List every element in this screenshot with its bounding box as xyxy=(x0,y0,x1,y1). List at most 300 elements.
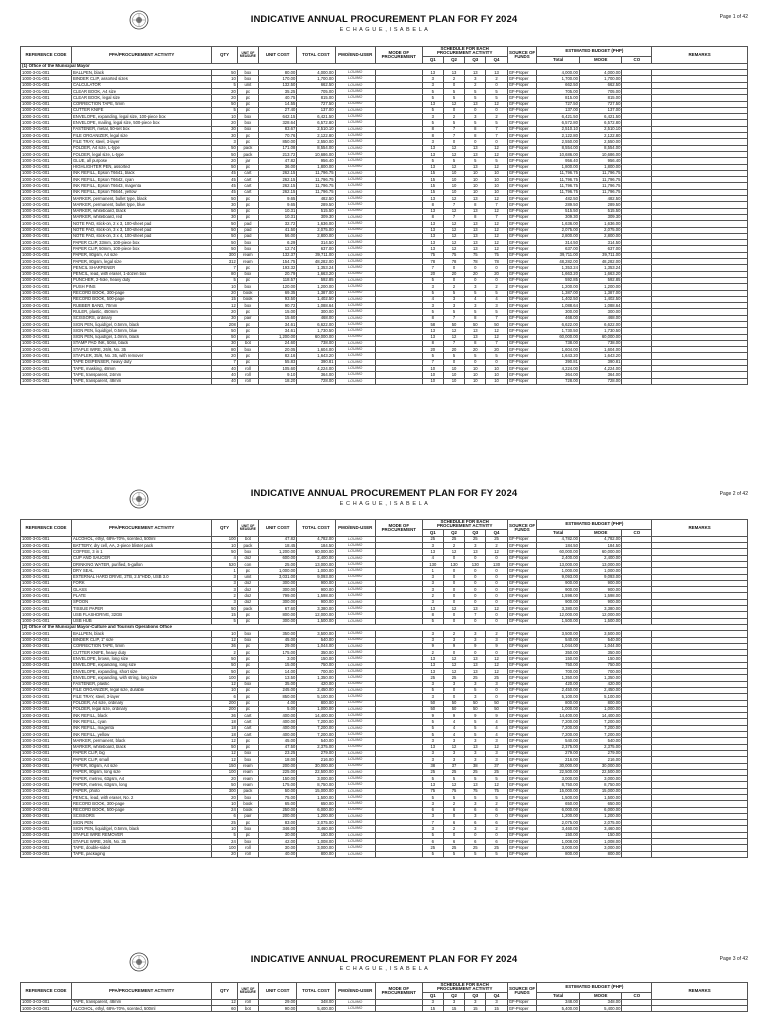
cell-total: 900.00 xyxy=(537,587,580,593)
cell-mooe: 10,686.00 xyxy=(579,151,622,157)
cell-qty: 150 xyxy=(212,763,238,769)
cell-total: 216.00 xyxy=(537,757,580,763)
cell-ref-code: 1000-3-03-001 xyxy=(21,813,72,819)
cell-qty: 3 xyxy=(212,139,238,145)
cell-unit-cost: 25.00 xyxy=(259,562,297,568)
cell-q3: 9 xyxy=(465,643,486,649)
cell-q4: 6 xyxy=(486,820,507,826)
cell-q1: 13 xyxy=(422,101,443,107)
cell-q1: 3 xyxy=(422,574,443,580)
cell-q3: 10 xyxy=(465,177,486,183)
cell-q1: 13 xyxy=(422,334,443,340)
cell-mooe: 1,800.00 xyxy=(579,164,622,170)
cell-pmo: LOU/MO xyxy=(335,839,375,845)
cell-q1: 3 xyxy=(422,580,443,586)
cell-q4: 12 xyxy=(486,549,507,555)
cell-mooe: 540.00 xyxy=(579,738,622,744)
cell-ref-code: 1000-3-01-001 xyxy=(21,265,72,271)
cell-pmo: LOU/MO xyxy=(335,757,375,763)
cell-q2: 5 xyxy=(443,353,464,359)
cell-q1: 8 xyxy=(422,202,443,208)
cell-q3: 13 xyxy=(465,151,486,157)
cell-qty: 12 xyxy=(212,303,238,309)
cell-q2: 3 xyxy=(443,637,464,643)
cell-q3: 13 xyxy=(465,782,486,788)
col-source: SOURCE OF FUNDS xyxy=(507,983,537,1000)
cell-mooe: 1,730.50 xyxy=(579,328,622,334)
cell-unit-cost: 40.00 xyxy=(259,851,297,857)
cell-mooe: 662.50 xyxy=(579,82,622,88)
cell-uom: box xyxy=(237,246,258,252)
cell-activity: TISSUE PAPER xyxy=(72,606,212,612)
cell-total: 4,224.00 xyxy=(537,366,580,372)
cell-pmo: LOU/MO xyxy=(335,139,375,145)
cell-pmo: LOU/MO xyxy=(335,208,375,214)
cell-source: GF-Proper xyxy=(507,76,537,82)
cell-ref-code: 1000-3-01-001 xyxy=(21,126,72,132)
cell-mooe: 650.00 xyxy=(579,801,622,807)
cell-source: GF-Proper xyxy=(507,340,537,346)
cell-source: GF-Proper xyxy=(507,315,537,321)
cell-q4: 75 xyxy=(486,252,507,258)
col-q4: Q4 xyxy=(486,56,507,63)
cell-mooe: 5,400.00 xyxy=(579,1006,622,1012)
cell-ref-code: 1000-3-01-001 xyxy=(21,214,72,220)
cell-total-cost: 184.50 xyxy=(297,543,335,549)
cell-q3: 0 xyxy=(465,593,486,599)
cell-ref-code: 1000-3-03-001 xyxy=(21,681,72,687)
cell-total-cost: 540.00 xyxy=(297,637,335,643)
cell-pmo: LOU/MO xyxy=(335,328,375,334)
cell-qty: 50 xyxy=(212,196,238,202)
cell-q4: 12 xyxy=(486,334,507,340)
cell-mooe: 11,796.75 xyxy=(579,170,622,176)
cell-q1: 3 xyxy=(422,543,443,549)
cell-uom: pc xyxy=(237,650,258,656)
cell-q4: 2 xyxy=(486,631,507,637)
cell-unit-cost: 10.31 xyxy=(259,214,297,220)
cell-q4: 12 xyxy=(486,606,507,612)
procurement-table xyxy=(20,519,748,858)
cell-total-cost: 7,200.00 xyxy=(297,725,335,731)
cell-uom: box xyxy=(237,750,258,756)
cell-q2: 7 xyxy=(443,126,464,132)
cell-unit-cost: 15.60 xyxy=(259,315,297,321)
col-ref-code: REFERENCE CODE xyxy=(21,47,72,64)
cell-total: 800.00 xyxy=(537,851,580,857)
cell-total: 1,500.00 xyxy=(537,794,580,800)
cell-mooe: 1,353.24 xyxy=(579,265,622,271)
cell-total: 10,686.00 xyxy=(537,151,580,157)
cell-q1: 20 xyxy=(422,271,443,277)
cell-uom: unit xyxy=(237,82,258,88)
cell-uom: pc xyxy=(237,101,258,107)
cell-activity: MARKER, permanent, bullet type, blue xyxy=(72,202,212,208)
cell-ref-code: 1000-3-01-001 xyxy=(21,76,72,82)
cell-ref-code: 1000-3-01-001 xyxy=(21,593,72,599)
cell-q3: 5 xyxy=(465,158,486,164)
cell-uom: pc xyxy=(237,107,258,113)
cell-ref-code: 1000-3-01-001 xyxy=(21,543,72,549)
cell-mooe: 3,000.00 xyxy=(579,845,622,851)
col-q1: Q1 xyxy=(422,529,443,536)
cell-q1: 50 xyxy=(422,706,443,712)
cell-q2: 75 xyxy=(443,252,464,258)
page-subtitle: E C H A G U E , I S A B E L A xyxy=(339,27,429,33)
cell-pmo: LOU/MO xyxy=(335,782,375,788)
cell-qty: 5 xyxy=(212,82,238,88)
cell-source: GF-Proper xyxy=(507,839,537,845)
cell-pmo: LOU/MO xyxy=(335,744,375,750)
cell-mooe: 900.00 xyxy=(579,599,622,605)
col-ref-code: REFERENCE CODE xyxy=(21,520,72,537)
cell-total: 48,282.00 xyxy=(537,259,580,265)
cell-source: GF-Proper xyxy=(507,265,537,271)
cell-q3: 20 xyxy=(465,347,486,353)
cell-total: 1,800.00 xyxy=(537,164,580,170)
cell-ref-code: 1000-3-03-001 xyxy=(21,637,72,643)
cell-q4: 12 xyxy=(486,164,507,170)
cell-source: GF-Proper xyxy=(507,549,537,555)
cell-activity: GLUE, all purpose xyxy=(72,158,212,164)
procurement-table xyxy=(20,982,748,1012)
cell-q1: 15 xyxy=(422,177,443,183)
cell-total-cost: 60,000.00 xyxy=(297,334,335,340)
cell-total-cost: 515.50 xyxy=(297,208,335,214)
cell-q2: 3 xyxy=(443,757,464,763)
cell-source: GF-Proper xyxy=(507,366,537,372)
cell-q2: 12 xyxy=(443,164,464,170)
cell-qty: 18 xyxy=(212,725,238,731)
cell-pmo: LOU/MO xyxy=(335,170,375,176)
cell-total-cost: 700.00 xyxy=(297,669,335,675)
cell-q2: 130 xyxy=(443,562,464,568)
cell-activity: RECORD BOOK, 500-page xyxy=(72,296,212,302)
cell-mooe: 482.50 xyxy=(579,196,622,202)
cell-q1: 3 xyxy=(422,813,443,819)
cell-qty: 40 xyxy=(212,372,238,378)
cell-total: 1,350.00 xyxy=(537,675,580,681)
cell-q3: 78 xyxy=(465,259,486,265)
cell-unit-cost: 132.50 xyxy=(259,82,297,88)
cell-activity: PAPER, 80gsm, A4 size xyxy=(72,763,212,769)
cell-unit-cost: 132.37 xyxy=(259,252,297,258)
cell-source: GF-Proper xyxy=(507,145,537,151)
cell-q3: 10 xyxy=(465,366,486,372)
cell-uom: unit xyxy=(237,574,258,580)
cell-total: 956.40 xyxy=(537,158,580,164)
cell-q1: 10 xyxy=(422,366,443,372)
cell-q1: 5 xyxy=(422,120,443,126)
cell-q1: 3 xyxy=(422,139,443,145)
cell-total-cost: 3,000.00 xyxy=(297,776,335,782)
cell-ref-code: 1000-3-01-001 xyxy=(21,95,72,101)
cell-q3: 8 xyxy=(465,202,486,208)
cell-activity: ENVELOPE, mailing, legal size, 500-piece box xyxy=(72,120,212,126)
cell-q4: 5 xyxy=(486,95,507,101)
cell-uom: pc xyxy=(237,359,258,365)
cell-unit-cost: 14.55 xyxy=(259,101,297,107)
cell-activity: HIGHLIGHTER PEN, assorted xyxy=(72,164,212,170)
cell-q3: 3 xyxy=(465,637,486,643)
cell-mooe: 1,088.64 xyxy=(579,303,622,309)
cell-unit-cost: 29.00 xyxy=(259,643,297,649)
cell-qty: 100 xyxy=(212,675,238,681)
cell-co xyxy=(622,1006,652,1012)
cell-ref-code: 1000-3-03-001 xyxy=(21,820,72,826)
cell-q1: 3 xyxy=(422,999,443,1005)
cell-q1: 5 xyxy=(422,290,443,296)
cell-q2: 0 xyxy=(443,359,464,365)
cell-mooe: 300.00 xyxy=(579,309,622,315)
cell-q2: 12 xyxy=(443,656,464,662)
cell-q4: 12 xyxy=(486,208,507,214)
cell-q4: 10 xyxy=(486,372,507,378)
cell-pmo: LOU/MO xyxy=(335,284,375,290)
cell-uom: pc xyxy=(237,309,258,315)
cell-qty: 10 xyxy=(212,543,238,549)
cell-pmo: LOU/MO xyxy=(335,662,375,668)
cell-total-cost: 39,711.00 xyxy=(297,252,335,258)
cell-q1: 5 xyxy=(422,832,443,838)
cell-q3: 10 xyxy=(465,183,486,189)
cell-source: GF-Proper xyxy=(507,637,537,643)
cell-total: 4,782.00 xyxy=(537,536,580,542)
cell-activity: PAPER, 80gsm, long size xyxy=(72,769,212,775)
cell-q4: 2 xyxy=(486,543,507,549)
col-unit-cost: UNIT COST xyxy=(259,983,297,1000)
cell-total: 1,643.20 xyxy=(537,353,580,359)
cell-activity: MARKER, whiteboard, black xyxy=(72,744,212,750)
cell-q3: 13 xyxy=(465,240,486,246)
cell-unit-cost: 15.00 xyxy=(259,662,297,668)
cell-q2: 12 xyxy=(443,662,464,668)
cell-mooe: 14,400.00 xyxy=(579,713,622,719)
cell-q3: 13 xyxy=(465,669,486,675)
cell-q3: 13 xyxy=(465,221,486,227)
cell-activity: MARKER, permanent, bullet type, black xyxy=(72,196,212,202)
cell-q4: 5 xyxy=(486,309,507,315)
cell-activity: TAPE, transparent, 24mm xyxy=(72,372,212,378)
cell-uom: pc xyxy=(237,820,258,826)
cell-q4: 0 xyxy=(486,593,507,599)
cell-ref-code: 1000-3-03-001 xyxy=(21,776,72,782)
cell-mooe: 350.00 xyxy=(579,650,622,656)
cell-source: GF-Proper xyxy=(507,656,537,662)
cell-uom: ream xyxy=(237,776,258,782)
cell-total: 3,000.00 xyxy=(537,776,580,782)
cell-q2: 50 xyxy=(443,706,464,712)
cell-total-cost: 7,200.00 xyxy=(297,732,335,738)
cell-total: 60,000.00 xyxy=(537,549,580,555)
cell-q2: 0 xyxy=(443,107,464,113)
cell-q4: 12 xyxy=(486,240,507,246)
cell-q1: 13 xyxy=(422,744,443,750)
cell-total-cost: 1,604.00 xyxy=(297,347,335,353)
cell-mooe: 60,000.00 xyxy=(579,334,622,340)
cell-ref-code: 1000-3-03-001 xyxy=(21,725,72,731)
cell-q4: 12 xyxy=(486,782,507,788)
cell-pmo: LOU/MO xyxy=(335,656,375,662)
cell-qty: 100 xyxy=(212,845,238,851)
cell-total-cost: 289.50 xyxy=(297,202,335,208)
cell-pmo: LOU/MO xyxy=(335,999,375,1005)
cell-total-cost: 1,402.50 xyxy=(297,296,335,302)
cell-ref-code: 1000-3-03-001 xyxy=(21,845,72,851)
cell-ref-code: 1000-3-03-001 xyxy=(21,694,72,700)
cell-mooe: 956.40 xyxy=(579,158,622,164)
cell-total-cost: 6,572.80 xyxy=(297,120,335,126)
cell-source: GF-Proper xyxy=(507,164,537,170)
cell-q1: 13 xyxy=(422,208,443,214)
cell-mooe: 6,622.00 xyxy=(579,321,622,327)
cell-remarks xyxy=(652,851,748,857)
cell-mode xyxy=(375,378,422,384)
cell-q4: 0 xyxy=(486,599,507,605)
cell-pmo: LOU/MO xyxy=(335,271,375,277)
cell-activity: SCISSORS, ordinary xyxy=(72,315,212,321)
cell-q4: 3 xyxy=(486,637,507,643)
cell-total: 540.00 xyxy=(537,637,580,643)
cell-ref-code: 1000-3-01-001 xyxy=(21,240,72,246)
cell-uom: pair xyxy=(237,813,258,819)
cell-q4: 0 xyxy=(486,650,507,656)
col-q3: Q3 xyxy=(465,529,486,536)
cell-q1: 13 xyxy=(422,70,443,76)
cell-total-cost: 637.00 xyxy=(297,246,335,252)
cell-q4: 7 xyxy=(486,202,507,208)
cell-uom: ream xyxy=(237,782,258,788)
cell-activity: CORRECTION TAPE, 5mm xyxy=(72,101,212,107)
cell-pmo: LOU/MO xyxy=(335,606,375,612)
cell-pmo: LOU/MO xyxy=(335,719,375,725)
cell-ref-code: 1000-3-03-001 xyxy=(21,826,72,832)
cell-activity: USB FLASHDRIVE, 32GB xyxy=(72,612,212,618)
cell-total-cost: 2,075.00 xyxy=(297,227,335,233)
cell-total-cost: 137.00 xyxy=(297,107,335,113)
cell-activity: PAPER CLIP, 50mm, 100-piece box xyxy=(72,246,212,252)
cell-uom: box xyxy=(237,826,258,832)
cell-q2: 0 xyxy=(443,568,464,574)
cell-pmo: LOU/MO xyxy=(335,378,375,384)
col-co: CO xyxy=(622,56,652,63)
cell-activity: FILE TRAY, steel, 3-layer xyxy=(72,139,212,145)
cell-mooe: 1,500.00 xyxy=(579,618,622,624)
cell-activity: TAPE, transparent, 48mm xyxy=(72,378,212,384)
cell-q3: 5 xyxy=(465,120,486,126)
cell-q4: 3 xyxy=(486,757,507,763)
col-qty: QTY xyxy=(212,520,238,537)
cell-mooe: 137.00 xyxy=(579,107,622,113)
cell-pmo: LOU/MO xyxy=(335,820,375,826)
cell-q1: 9 xyxy=(422,643,443,649)
cell-unit-cost: 171.08 xyxy=(259,145,297,151)
cell-q4: 15 xyxy=(486,1006,507,1012)
cell-uom: pc xyxy=(237,334,258,340)
cell-activity: RECORD BOOK, 500-page xyxy=(72,807,212,813)
cell-q1: 3 xyxy=(422,114,443,120)
cell-q4: 37 xyxy=(486,763,507,769)
col-schedule: SCHEDULE FOR EACH PROCUREMENT ACTIVITY xyxy=(422,47,507,57)
cell-q2: 10 xyxy=(443,189,464,195)
cell-total: 1,730.50 xyxy=(537,328,580,334)
cell-pmo: LOU/MO xyxy=(335,851,375,857)
cell-unit-cost: 9.10 xyxy=(259,372,297,378)
cell-q4: 12 xyxy=(486,101,507,107)
cell-mooe: 637.00 xyxy=(579,246,622,252)
cell-pmo: LOU/MO xyxy=(335,587,375,593)
cell-ref-code: 1000-3-01-001 xyxy=(21,347,72,353)
cell-q3: 6 xyxy=(465,839,486,845)
cell-q2: 5 xyxy=(443,776,464,782)
cell-pmo: LOU/MO xyxy=(335,776,375,782)
cell-q1: 13 xyxy=(422,328,443,334)
cell-unit-cost: 120.00 xyxy=(259,284,297,290)
cell-q3: 0 xyxy=(465,587,486,593)
cell-q4: 20 xyxy=(486,347,507,353)
cell-total-cost: 2,075.00 xyxy=(297,820,335,826)
cell-q3: 13 xyxy=(465,246,486,252)
cell-mooe: 2,400.00 xyxy=(579,555,622,561)
cell-total-cost: 2,375.00 xyxy=(297,744,335,750)
cell-unit-cost: 642.15 xyxy=(259,114,297,120)
cell-total: 1,200.00 xyxy=(537,813,580,819)
cell-source: GF-Proper xyxy=(507,1006,537,1012)
cell-qty: 10 xyxy=(212,284,238,290)
cell-ref-code: 1000-3-01-001 xyxy=(21,259,72,265)
cell-total: 30,000.00 xyxy=(537,763,580,769)
cell-activity: FOLDER, A4 size, L-type xyxy=(72,145,212,151)
cell-uom: ream xyxy=(237,259,258,265)
cell-total: 7,200.00 xyxy=(537,725,580,731)
cell-total: 289.50 xyxy=(537,202,580,208)
cell-total: 9,093.00 xyxy=(537,574,580,580)
cell-q1: 3 xyxy=(422,750,443,756)
cell-total: 13,000.00 xyxy=(537,562,580,568)
cell-activity: STAPLER, 35/6, No. 35, with remover xyxy=(72,353,212,359)
cell-q4: 50 xyxy=(486,321,507,327)
cell-q3: 20 xyxy=(465,271,486,277)
cell-q3: 5 xyxy=(465,851,486,857)
cell-uom: pc xyxy=(237,694,258,700)
cell-total: 2,450.00 xyxy=(537,687,580,693)
cell-pmo: LOU/MO xyxy=(335,303,375,309)
cell-source: GF-Proper xyxy=(507,820,537,826)
cell-unit-cost: 300.00 xyxy=(259,587,297,593)
cell-source: GF-Proper xyxy=(507,126,537,132)
cell-q1: 13 xyxy=(422,240,443,246)
cell-ref-code: 1000-3-01-001 xyxy=(21,353,72,359)
cell-q1: 8 xyxy=(422,315,443,321)
cell-q4: 12 xyxy=(486,669,507,675)
cell-ref-code: 1000-3-03-001 xyxy=(21,782,72,788)
cell-qty: 5 xyxy=(212,107,238,113)
cell-pmo: LOU/MO xyxy=(335,290,375,296)
cell-qty: 45 xyxy=(212,189,238,195)
cell-mooe: 15,000.00 xyxy=(579,788,622,794)
cell-q4: 2 xyxy=(486,801,507,807)
cell-pmo: LOU/MO xyxy=(335,700,375,706)
cell-total-cost: 1,200.00 xyxy=(297,284,335,290)
cell-q1: 3 xyxy=(422,738,443,744)
cell-ref-code: 1000-3-01-001 xyxy=(21,612,72,618)
cell-activity: ENVELOPE, expanding, with string, long size xyxy=(72,675,212,681)
cell-uom: pad xyxy=(237,233,258,239)
cell-pmo: LOU/MO xyxy=(335,120,375,126)
cell-activity: TAPE, masking, 48mm xyxy=(72,366,212,372)
cell-uom: box xyxy=(237,839,258,845)
cell-q2: 0 xyxy=(443,687,464,693)
